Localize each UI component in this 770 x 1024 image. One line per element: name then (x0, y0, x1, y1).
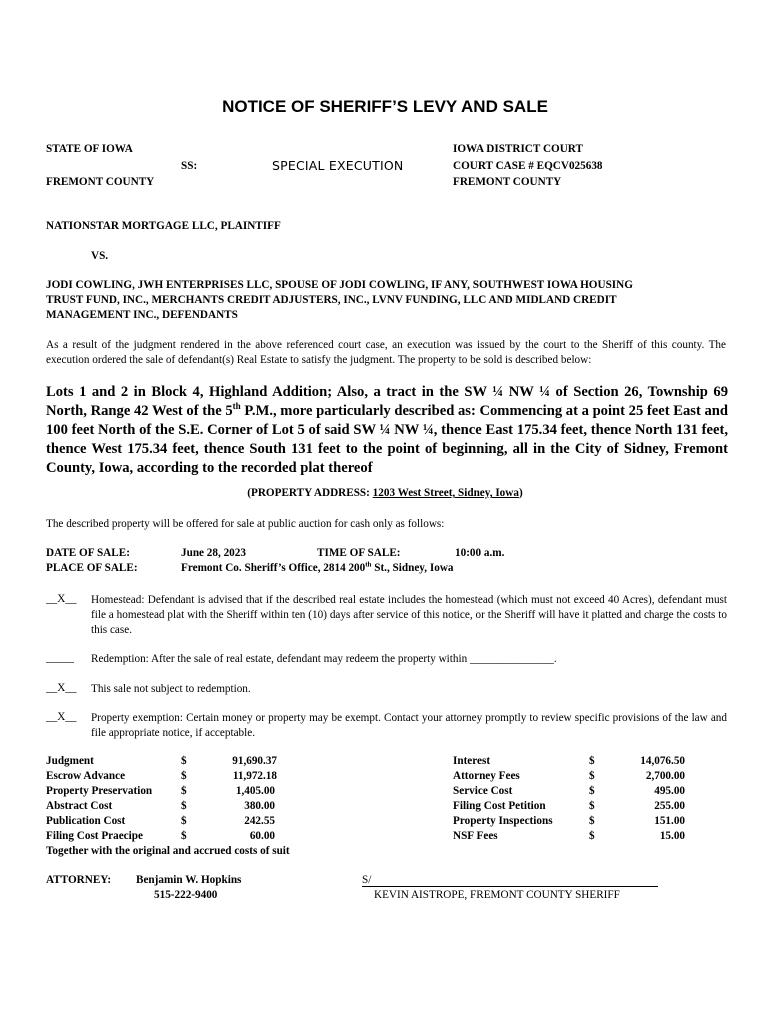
cost-currency: $ (589, 755, 595, 767)
cost-label: Interest (453, 755, 491, 767)
court-case-number: COURT CASE # EQCV025638 (453, 160, 603, 172)
cost-label: Attorney Fees (453, 770, 520, 782)
cost-currency: $ (589, 770, 595, 782)
cost-currency: $ (589, 830, 595, 842)
redemption-notice: Redemption: After the sale of real estate, defendant may redeem the property within _______________. (91, 653, 557, 665)
cost-label: Judgment (46, 755, 94, 767)
cost-currency: $ (181, 785, 187, 797)
cost-label: Property Inspections (453, 815, 553, 827)
no-redemption-mark: __X__ (46, 682, 77, 694)
cost-amount: 151.00 (654, 815, 685, 827)
cost-amount: 60.00 (249, 830, 275, 842)
cost-label: Service Cost (453, 785, 513, 797)
cost-label: Property Preservation (46, 785, 153, 797)
page-title: NOTICE OF SHERIFF’S LEVY AND SALE (222, 97, 548, 116)
legal-description-part-2: P.M., more particularly described as: Commencing at a point 25 feet East and 100 feet North of the S.E. Corner of Lot 5 of said SW ¼ NW ¼, thence East 175.34 feet, thence North 131 feet, thence West 175.34 feet, thence South 131 feet to the point of beginning, all in the City of Sidney, Fremont County, Iowa, according to the recorded plat thereof (46, 403, 728, 476)
homestead-mark: __X__ (46, 593, 77, 605)
attorney-label: ATTORNEY: (46, 874, 112, 886)
legal-description (46, 383, 728, 478)
versus: VS. (91, 250, 109, 262)
cost-amount: 495.00 (654, 785, 685, 797)
homestead-notice: Homestead: Defendant is advised that if the described real estate includes the homestead (which must not exceed 40 Acres), defendant must file a homestead plat with the Sheriff within ten (10) days after service of this notice, or the Sheriff will have it platted and charge the costs to this case. (91, 594, 727, 636)
county-label: FREMONT COUNTY (46, 176, 155, 188)
property-address-close: ) (518, 487, 523, 499)
sheriff-name: KEVIN AISTROPE, FREMONT COUNTY SHERIFF (374, 889, 620, 901)
plaintiff: NATIONSTAR MORTGAGE LLC, PLAINTIFF (46, 220, 281, 232)
court-name: IOWA DISTRICT COURT (453, 143, 583, 155)
property-address-open: (PROPERTY ADDRESS: (247, 487, 373, 499)
place-of-sale-label: PLACE OF SALE: (46, 562, 138, 574)
cost-label: Filing Cost Petition (453, 800, 546, 812)
legal-description-superscript: th (232, 401, 241, 412)
signature-prefix: S/ (362, 874, 372, 886)
cost-amount: 2,700.00 (645, 770, 685, 782)
cost-amount: 242.55 (244, 815, 275, 827)
place-of-sale-superscript: th (365, 560, 372, 569)
cost-currency: $ (181, 755, 187, 767)
place-of-sale-part-1: Fremont Co. Sheriff’s Office, 2814 200 (181, 562, 366, 574)
cost-amount: 380.00 (244, 800, 275, 812)
redemption-mark: _____ (46, 652, 74, 664)
attorney-name: Benjamin W. Hopkins (136, 874, 242, 886)
property-address-value: 1203 West Street, Sidney, Iowa (372, 487, 519, 499)
cost-currency: $ (181, 800, 187, 812)
cost-amount: 15.00 (659, 830, 685, 842)
together-with-costs: Together with the original and accrued costs of suit (46, 845, 290, 857)
time-of-sale-value: 10:00 a.m. (455, 547, 505, 559)
cost-amount: 1,405.00 (235, 785, 275, 797)
cost-currency: $ (181, 770, 187, 782)
auction-text: The described property will be offered for sale at public auction for cash only as follows: (46, 518, 445, 530)
cost-amount: 11,972.18 (232, 770, 277, 782)
defendants-line-3: MANAGEMENT INC., DEFENDANTS (46, 309, 238, 321)
special-execution-label: SPECIAL EXECUTION (272, 158, 404, 173)
exemption-notice: Property exemption: Certain money or property may be exempt. Contact your attorney promptly to review specific provisions of the law and file appropriate notice, if acceptable. (91, 712, 727, 739)
time-of-sale-label: TIME OF SALE: (317, 547, 401, 559)
exemption-mark: __X__ (46, 711, 77, 723)
state-label: STATE OF IOWA (46, 143, 133, 155)
ss-label: SS: (181, 160, 198, 172)
cost-currency: $ (181, 830, 187, 842)
cost-currency: $ (181, 815, 187, 827)
cost-currency: $ (589, 815, 595, 827)
cost-label: Filing Cost Praecipe (46, 830, 143, 842)
defendants-line-1: JODI COWLING, JWH ENTERPRISES LLC, SPOUSE OF JODI COWLING, IF ANY, SOUTHWEST IOWA HOUSING (46, 279, 633, 291)
cost-label: NSF Fees (453, 830, 498, 842)
cost-label: Escrow Advance (46, 770, 126, 782)
no-redemption-notice: This sale not subject to redemption. (91, 683, 251, 695)
cost-label: Publication Cost (46, 815, 126, 827)
property-address (0, 487, 770, 499)
attorney-phone: 515-222-9400 (154, 889, 218, 901)
place-of-sale-value (181, 562, 454, 574)
cost-amount: 255.00 (654, 800, 685, 812)
cost-amount: 14,076.50 (640, 755, 685, 767)
court-county: FREMONT COUNTY (453, 176, 562, 188)
date-of-sale-label: DATE OF SALE: (46, 547, 130, 559)
cost-currency: $ (589, 800, 595, 812)
cost-currency: $ (589, 785, 595, 797)
legal-description-part-1: Lots 1 and 2 in Block 4, Highland Addition; Also, a tract in the SW ¼ NW ¼ of Section 26, Township 69 North, Range 42 West of the 5 (46, 384, 728, 419)
intro-paragraph: As a result of the judgment rendered in the above referenced court case, an execution was issued by the court to the Sheriff of this county. The execution ordered the sale of defendant(s) Real Estate to satisfy the judgment. The property to be sold is described below: (46, 339, 726, 366)
signature-line (362, 886, 658, 887)
defendants-line-2: TRUST FUND, INC., MERCHANTS CREDIT ADJUSTERS, INC., LVNV FUNDING, LLC AND MIDLAND CREDIT (46, 294, 617, 306)
cost-amount: 91,690.37 (232, 755, 277, 767)
cost-label: Abstract Cost (46, 800, 113, 812)
date-of-sale-value: June 28, 2023 (181, 547, 246, 559)
place-of-sale-part-2: St., Sidney, Iowa (371, 562, 454, 574)
